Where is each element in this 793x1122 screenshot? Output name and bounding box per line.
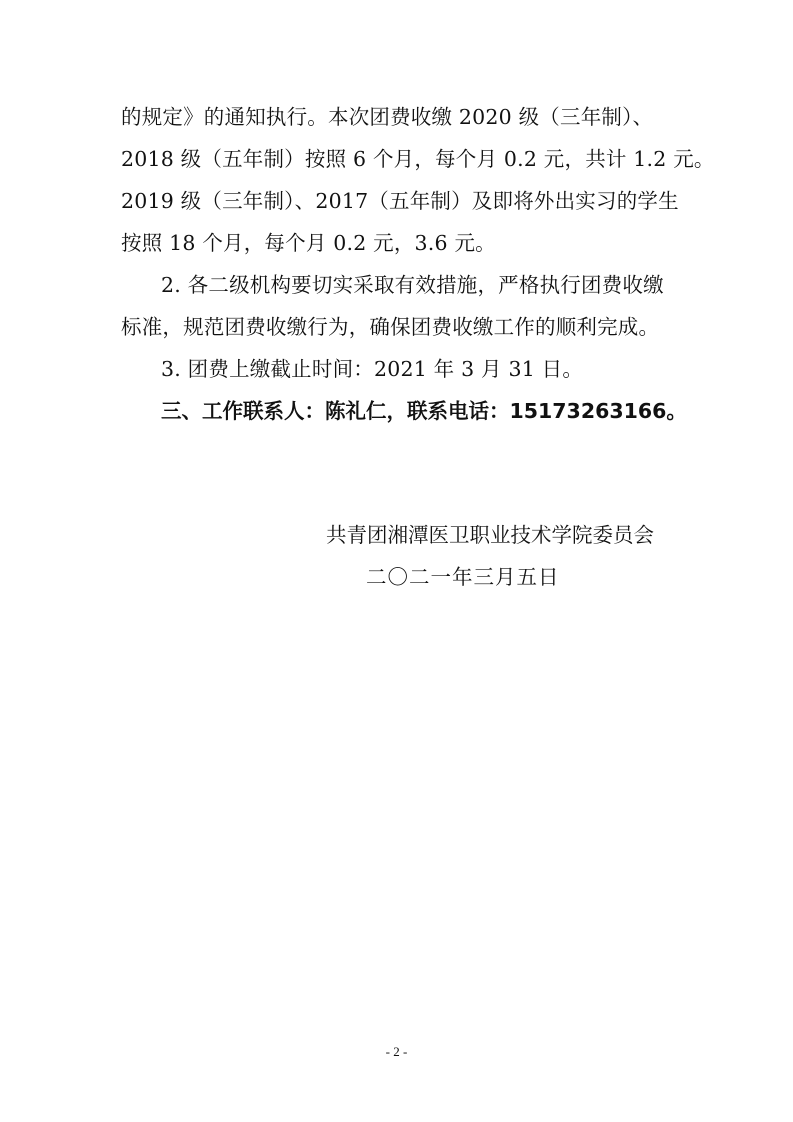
body-line-1: 的规定》的通知执行。本次团费收缴 2020 级（三年制）、: [121, 105, 654, 129]
contact-heading: 三、工作联系人：陈礼仁，联系电话：15173263166。: [161, 399, 687, 423]
body-line-7: 3. 团费上缴截止时间：2021 年 3 月 31 日。: [161, 357, 584, 381]
body-line-2: 2018 级（五年制）按照 6 个月，每个月 0.2 元，共计 1.2 元。: [121, 147, 715, 171]
body-line-4: 按照 18 个月，每个月 0.2 元，3.6 元。: [121, 231, 496, 255]
body-line-5: 2. 各二级机构要切实采取有效措施，严格执行团费收缴: [161, 273, 664, 297]
body-line-3: 2019 级（三年制）、2017（五年制）及即将外出实习的学生: [121, 189, 679, 213]
signature-organization: 共青团湘潭医卫职业技术学院委员会: [326, 523, 654, 547]
page-number: - 2 -: [385, 1044, 408, 1059]
body-line-6: 标准，规范团费收缴行为，确保团费收缴工作的顺利完成。: [121, 315, 660, 339]
signature-date: 二〇二一年三月五日: [366, 565, 560, 589]
